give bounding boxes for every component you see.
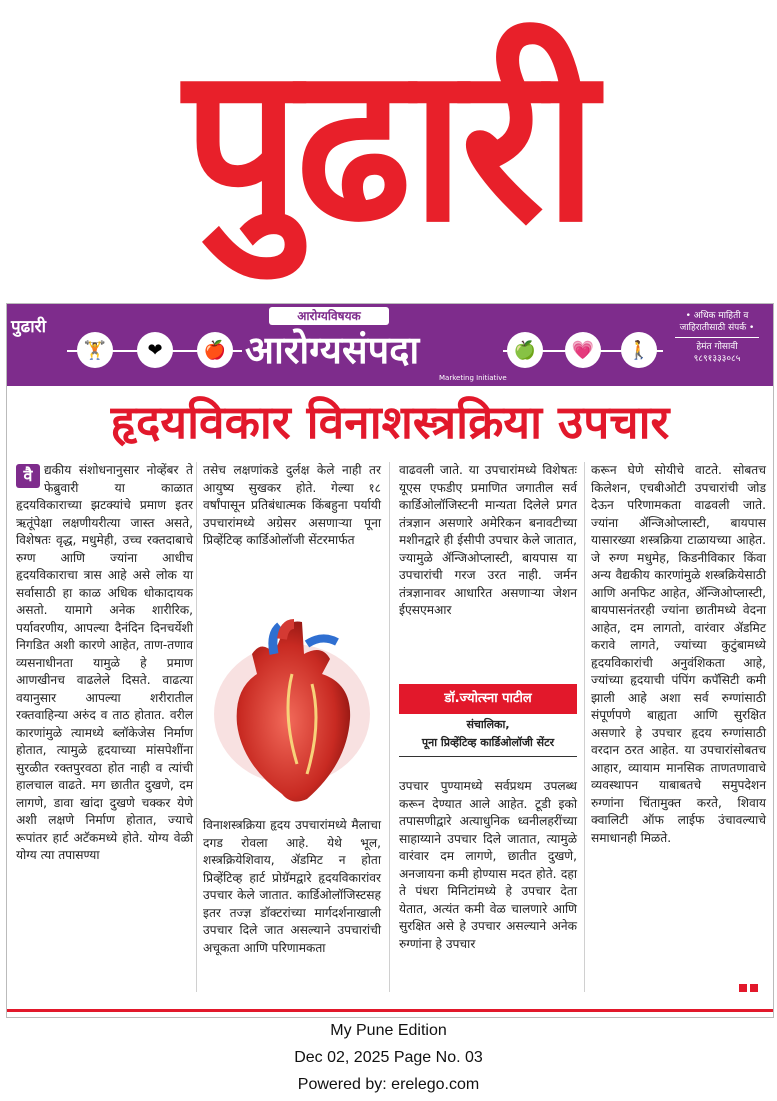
column-2-top-text: तसेच लक्षणांकडे दुर्लक्ष केले नाही तर आयुष्य सुखकर होते. गेल्या १८ वर्षांपासून प्रतिबंधात्मक किंबहुना पर्यायी उपचारांमध्ये अग्रेसर असणाऱ्या पूना प्रिव्हेंटिव्ह कार्डिओलॉजी सेंटरमार्फत <box>203 463 381 547</box>
heart-icon: ❤ <box>137 332 173 368</box>
contact-line2: जाहिरातीसाठी संपर्क • <box>679 323 755 333</box>
article-column-4 <box>591 462 766 847</box>
apple-icon: 🍎 <box>197 332 233 368</box>
column-1-text: द्यकीय संशोधनानुसार नोव्हेंबर ते फेब्रुवारी या काळात हृदयविकाराच्या झटक्यांचे प्रमाण इतर ऋतूंपेक्षा लक्षणीयरीत्या जास्त असते, विशेषतः वृद्ध, मधुमेही, उच्च रक्तदाबाचे रुग्ण आणि ज्यांना आधीच हृदयविकाराचा त्रास आहे असे लोक या सर्वासाठी हा काळ अधिक धोकादायक असतो. यामागे अनेक शारीरिक, पर्यावरणीय, आपल्या दैनंदिन दिनचर्येशी निगडित अशी कारणे आहेत, ताण-तणाव व्यसनाधीनता यामुळे हे प्रमाण आणखीनच वाढलेले दिसते. वाढत्या वयानुसार आपल्या शरीरातील रक्तवाहिन्या अरुंद व ताठ होतात. वरील कारणांमुळे त्यामध्ये ब्लॉकेजेस निर्माण होतात, त्यामुळे हृदयाच्या मांसपेशींना सुरळीत रक्तपुरवठा होत नाही व त्यांची हालचाल वाढते. मग छातीत दुखणे, दम लागणे, डावा खांदा दुखणे चक्कर येणे अशी लक्षणे निर्माण होतात, ज्याचे रूपांतर हार्ट अटॅकमध्ये होते. योग्य वेळी योग्य त्या तपासण्या <box>16 463 193 862</box>
column-3-bottom-text: उपचार पुण्यामध्ये सर्वप्रथम उपलब्ध करून देण्यात आले आहेत. टूडी इको तपासणीद्वारे अत्याधुनिक ध्वनीलहरींच्या साहाय्याने उपचार दिले जातात, त्यामुळे वारंवार दम लागणे, छातीत दुखणे, अनजायना कमी होण्यास मदत होते. दहा ते पंधरा मिनिटांमध्ये हे उपचार देता येतात, अत्यंत कमी वेळ चालणारे आणि सुरक्षित असे हे उपचार असल्याने अनेक रुग्णांना हे उपचार <box>399 779 577 951</box>
author-name: डॉ.ज्योत्स्ना पाटील <box>399 684 577 714</box>
column-divider <box>584 462 585 992</box>
author-role-title: संचालिका, <box>466 718 510 731</box>
end-marker <box>739 984 747 992</box>
column-divider <box>196 462 197 992</box>
footer-powered-by: Powered by: erelego.com <box>297 1076 480 1093</box>
banner-tag: आरोग्यविषयक <box>269 307 389 325</box>
author-role-org: पूना प्रिव्हेंटिव्ह कार्डिओलॉजी सेंटर <box>421 736 555 749</box>
green-apple-icon: 🍏 <box>507 332 543 368</box>
contact-phone: ९८९१३३३०८५ <box>693 354 741 364</box>
banner-contact <box>667 310 767 365</box>
cardiology-icon: 💗 <box>565 332 601 368</box>
banner-logo: पुढारी <box>11 317 46 337</box>
masthead-title: पुढारी <box>183 19 594 270</box>
footer-date-page: Dec 02, 2025 Page No. 03 <box>294 1049 483 1066</box>
newspaper-clipping <box>6 303 774 1018</box>
column-divider <box>389 462 390 992</box>
article-column-2-bottom <box>203 817 381 957</box>
clipping-bottom-rule <box>7 1009 773 1012</box>
banner-title: आरोग्यसंपदा <box>245 328 420 372</box>
article-headline: हृदयविकार विनाशस्त्रक्रिया उपचार <box>110 395 670 449</box>
banner-subtitle: Marketing Initiative <box>439 374 507 382</box>
heart-illustration <box>212 614 372 812</box>
contact-name: हेमंत गोसावी <box>696 342 738 352</box>
drop-cap: वै <box>16 464 40 488</box>
article-column-1 <box>16 462 193 865</box>
section-banner <box>7 304 773 386</box>
author-role <box>399 716 577 752</box>
walking-icon: 🚶 <box>621 332 657 368</box>
contact-line1: • अधिक माहिती व <box>685 311 749 321</box>
article-column-3-bottom <box>399 778 577 953</box>
article-column-2-top <box>203 462 381 550</box>
footer-edition: My Pune Edition <box>330 1022 447 1039</box>
author-divider <box>399 756 577 757</box>
article-column-3-top <box>399 462 577 620</box>
end-marker <box>750 984 758 992</box>
column-3-top-text: वाढवली जाते. या उपचारांमध्ये विशेषतः यूएस एफडीए प्रमाणित जगातील सर्व कार्डिओलॉजिस्टनी मान्यता दिलेले प्रगत तंत्रज्ञान असणारे अमेरिकन बनावटीच्या मशीनद्वारे ही ईसीपी उपचार केले जातात, ज्यामुळे ॲन्जिओप्लास्टी, बायपास या उपचारांची गरज उरत नाही. जर्मन तंत्रज्ञानावर आधारित असणाऱ्या जेशन ईएसएमआर <box>399 463 577 617</box>
column-4-text: करून घेणे सोयीचे वाटते. सोबतच किलेशन, एचबीओटी उपचारांची जोड देऊन परिणामकता वाढवली जाते. ज्यांना ॲन्जिओप्लास्टी, बायपास यासारख्या शस्त्रक्रिया टाळायच्या आहेत. जे रुग्ण मधुमेह, किडनीविकार किंवा अन्य वैद्यकीय कारणांमुळे शस्त्रक्रियेसाठी आणि अनफिट आहेत, ॲन्जिओप्लास्टी, बायपासनंतरही ज्यांना छातीमध्ये वेदना आहेत, दम लागतो, वारंवार ॲडमिट करावे लागते, ज्यांच्या कुटुंबामध्ये हृदयविकारांची अनुवंशिकता आहे, ज्यांच्या हृदयाची पंपिंग कपॅसिटी कमी झाली आहे अशा सर्व रुग्णांसाठी संपूर्णपणे बाह्यता आणि सुरक्षित असणारे हे उपचार हृदय रुग्णांसाठी वरदान ठरत आहेत. या उपचारांसोबतच आहार, व्यायाम मानसिक ताणतणावाचे व्यवस्थापन याबाबतचे समुपदेशन रुग्णांना चिंतामुक्त करते, शिवाय क्वालिटी ऑफ लाईफ उंचावल्याचे समाधानही मिळते. <box>591 463 766 845</box>
dumbbell-icon: 🏋 <box>77 332 113 368</box>
column-2-bottom-text: विनाशस्त्रक्रिया हृदय उपचारांमध्ये मैलाचा दगड रोवला आहे. येथे भूल, शस्त्रक्रियेशिवाय, ॲडमिट न होता प्रिव्हेंटिव्ह हार्ट प्रोग्रॅमद्वारे हृदयविकारांवर उपचार केले जातात. कार्डिओलॉजिस्टसह इतर तज्ज्ञ डॉक्टरांच्या मार्गदर्शनाखाली उपचार दिले जात असल्याने उपचारांची अचूकता आणि परिणामकता <box>203 818 381 955</box>
newspaper-masthead <box>0 0 777 290</box>
